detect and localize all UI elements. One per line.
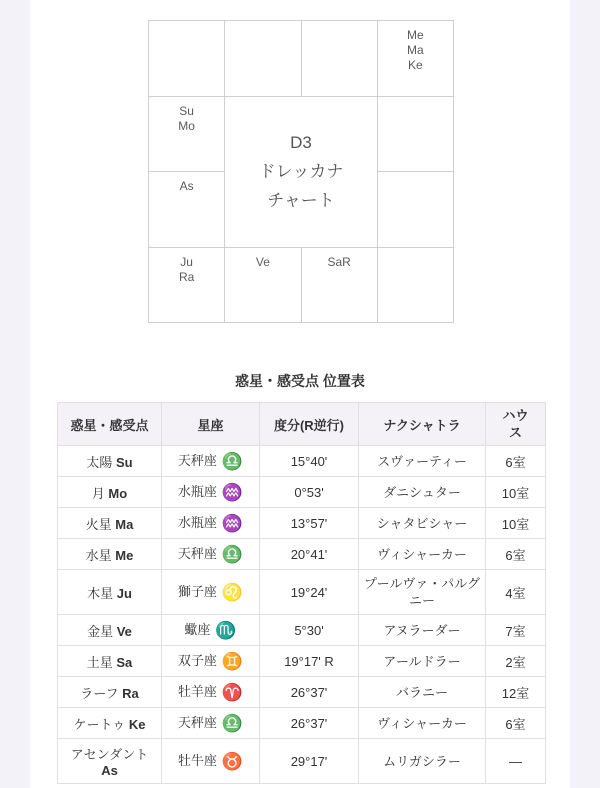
planet-label: Ke [408, 58, 423, 72]
nakshatra-cell: アールドラー [359, 646, 486, 677]
zodiac-icon: ♈ [221, 683, 244, 702]
sign-cell: 牡牛座 ♉ [162, 739, 260, 784]
house-cell: 6室 [486, 708, 546, 739]
planet-label: Ra [178, 269, 195, 284]
planet-label: Ve [255, 254, 270, 269]
zodiac-icon: ♎ [221, 545, 244, 564]
degree-cell: 26°37' [260, 677, 359, 708]
house-cell: 12室 [486, 677, 546, 708]
nakshatra-cell: シャタビシャー [359, 508, 486, 539]
nakshatra-cell: スヴァーティー [359, 446, 486, 477]
chart-cell-su-mo [149, 97, 225, 173]
chart-cell-me-ma-ke [378, 21, 454, 97]
sign-cell: 双子座 ♊ [162, 646, 260, 677]
column-header-house [486, 403, 546, 446]
table-row-mars [58, 508, 546, 539]
nakshatra-cell: バラニー [359, 677, 486, 708]
chart-title [225, 97, 378, 248]
house-cell: 6室 [486, 446, 546, 477]
nakshatra-cell: アヌラーダー [359, 615, 486, 646]
planet-label: SaR [327, 254, 351, 269]
planet-label: As [179, 179, 194, 193]
header-row [58, 403, 546, 446]
chart-cell-empty [149, 21, 225, 97]
column-header-house-label: ハウス [502, 408, 529, 440]
sign-cell: 蠍座 ♏ [162, 615, 260, 646]
zodiac-icon: ♉ [221, 752, 244, 771]
degree-cell: 0°53' [260, 477, 359, 508]
planet-cell: 木星 Ju [58, 570, 162, 615]
chart-title-line: ドレッカナ [258, 162, 344, 181]
house-cell: 6室 [486, 539, 546, 570]
column-header-sign: 星座 [162, 403, 260, 446]
chart-cell-empty [225, 21, 301, 97]
table-row-ascendant [58, 739, 546, 784]
zodiac-icon: ♒ [221, 514, 244, 533]
column-header-planet: 惑星・感受点 [58, 403, 162, 446]
positions-table [57, 402, 546, 784]
degree-cell: 5°30' [260, 615, 359, 646]
chart-title-line: D3 [290, 133, 312, 152]
table-row-saturn [58, 646, 546, 677]
sign-cell: 牡羊座 ♈ [162, 677, 260, 708]
planet-cell: ラーフ Ra [58, 677, 162, 708]
house-cell: 10室 [486, 508, 546, 539]
table-row-sun [58, 446, 546, 477]
nakshatra-cell: プールヴァ・パルグニー [359, 570, 486, 615]
degree-cell: 29°17' [260, 739, 359, 784]
planet-cell: 火星 Ma [58, 508, 162, 539]
planet-label: Su [179, 103, 194, 118]
sign-cell: 獅子座 ♌ [162, 570, 260, 615]
planet-cell: アセンダント As [58, 739, 162, 784]
sign-cell: 天秤座 ♎ [162, 446, 260, 477]
sign-cell: 天秤座 ♎ [162, 708, 260, 739]
sign-cell: 天秤座 ♎ [162, 539, 260, 570]
nakshatra-cell: ヴィシャーカー [359, 708, 486, 739]
table-row-jupiter [58, 570, 546, 615]
planet-cell: 太陽 Su [58, 446, 162, 477]
degree-cell: 19°17' R [260, 646, 359, 677]
zodiac-icon: ♎ [221, 452, 244, 471]
house-cell: — [486, 739, 546, 784]
chart-cell-as [149, 172, 225, 248]
chart-cell-empty [378, 248, 454, 324]
degree-cell: 26°37' [260, 708, 359, 739]
column-header-degree: 度分(R逆行) [260, 403, 359, 446]
degree-cell: 20°41' [260, 539, 359, 570]
zodiac-icon: ♎ [221, 714, 244, 733]
planet-cell: 土星 Sa [58, 646, 162, 677]
chart-cell-empty [378, 97, 454, 173]
planet-cell: 月 Mo [58, 477, 162, 508]
zodiac-icon: ♏ [215, 621, 237, 640]
zodiac-icon: ♒ [221, 483, 244, 502]
degree-cell: 13°57' [260, 508, 359, 539]
planet-cell: 金星 Ve [58, 615, 162, 646]
chart-cell-ju-ra [149, 248, 225, 324]
degree-cell: 19°24' [260, 570, 359, 615]
nakshatra-cell: ムリガシラー [359, 739, 486, 784]
sign-cell: 水瓶座 ♒ [162, 508, 260, 539]
chart-cell-ve [225, 248, 301, 324]
planet-label: Ma [407, 43, 424, 57]
planet-label: Me [407, 28, 424, 42]
planet-label: Mo [178, 118, 195, 133]
degree-cell: 15°40' [260, 446, 359, 477]
table-row-rahu [58, 677, 546, 708]
column-header-nakshatra: ナクシャトラ [359, 403, 486, 446]
nakshatra-cell: ヴィシャーカー [359, 539, 486, 570]
zodiac-icon: ♌ [221, 583, 244, 602]
planet-cell: 水星 Me [58, 539, 162, 570]
table-row-moon [58, 477, 546, 508]
sign-cell: 水瓶座 ♒ [162, 477, 260, 508]
chart-cell-sar [302, 248, 378, 324]
table-row-ketu [58, 708, 546, 739]
drekkana-chart [148, 20, 454, 323]
house-cell: 10室 [486, 477, 546, 508]
house-cell: 7室 [486, 615, 546, 646]
house-cell: 4室 [486, 570, 546, 615]
planet-cell: ケートゥ Ke [58, 708, 162, 739]
chart-cell-empty [302, 21, 378, 97]
table-row-mercury [58, 539, 546, 570]
chart-cell-empty [378, 172, 454, 248]
chart-title-line: チャート [267, 191, 335, 210]
house-cell: 2室 [486, 646, 546, 677]
table-title: 惑星・感受点 位置表 [235, 373, 365, 389]
planet-label: Ju [180, 254, 193, 269]
nakshatra-cell: ダニシュター [359, 477, 486, 508]
table-row-venus [58, 615, 546, 646]
zodiac-icon: ♊ [221, 652, 244, 671]
content-panel [30, 0, 570, 788]
